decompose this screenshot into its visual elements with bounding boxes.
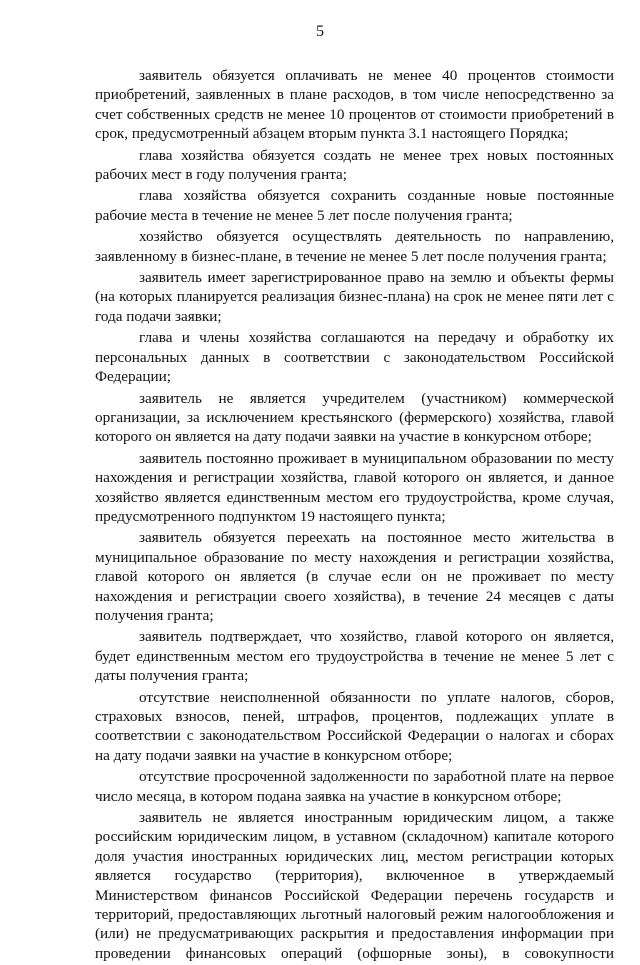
page-number: 5 — [316, 23, 324, 40]
paragraph: хозяйство обязуется осуществлять деятельность по направлению, заявленному в бизнес-плане, в течение не менее 5 лет после получения гранта; — [95, 228, 614, 265]
paragraph: заявитель постоянно проживает в муниципальном образовании по месту нахождения и регистрации хозяйства, главой которого он является, и данное хозяйство является единственным местом его трудоустройства, кроме случая, предусмотренного подпунктом 19 настоящего пункта; — [95, 449, 614, 525]
paragraph: заявитель имеет зарегистрированное право на землю и объекты фермы (на которых планируется реализация бизнес-плана) на срок не менее пяти лет с года подачи заявки; — [95, 269, 614, 325]
paragraph: заявитель обязуется переехать на постоянное место жительства в муниципальное образование по месту нахождения и регистрации хозяйства, главой которого он является (в случае если он не проживает по месту нахождения и регистрации своего хозяйства), в течение 24 месяцев с даты получения гранта; — [95, 529, 614, 624]
paragraph: заявитель обязуется оплачивать не менее 40 процентов стоимости приобретений, заявленных в плане расходов, в том числе непосредственно за счет собственных средств не менее 10 процентов от стоимости приобретений в срок, предусмотренный абзацем вторым пункта 3.1 настоящего Порядка; — [95, 67, 614, 143]
paragraph: глава хозяйства обязуется сохранить созданные новые постоянные рабочие места в течение не менее 5 лет после получения гранта; — [95, 187, 614, 224]
paragraph: заявитель подтверждает, что хозяйство, главой которого он является, будет единственным местом его трудоустройства в течение не менее 5 лет с даты получения гранта; — [95, 628, 614, 685]
paragraph: отсутствие неисполненной обязанности по уплате налогов, сборов, страховых взносов, пеней, штрафов, процентов, подлежащих уплате в соответствии с законодательством Российской Федерации о налогах и сборах на дату подачи заявки на участие в конкурсном отборе; — [95, 688, 614, 764]
paragraph: глава и члены хозяйства соглашаются на передачу и обработку их персональных данных в соответствии с законодательством Российской Федерации; — [95, 329, 614, 386]
paragraph: отсутствие просроченной задолженности по заработной плате на первое число месяца, в котором подана заявка на участие в конкурсном отборе; — [95, 768, 614, 805]
paragraph: глава хозяйства обязуется создать не менее трех новых постоянных рабочих мест в году получения гранта; — [95, 146, 614, 184]
document-body — [95, 66, 614, 965]
paragraph: заявитель не является учредителем (участником) коммерческой организации, за исключением крестьянского (фермерского) хозяйства, главой которого он является на дату подачи заявки на участие в конкурсном отборе; — [95, 389, 614, 446]
paragraph: заявитель не является иностранным юридическим лицом, а также российским юридическим лицом, в уставном (складочном) капитале которого доля участия иностранных юридических лиц, местом регистрации которых является государство (территория), включенное в утверждаемый Министерством финансов Российской Федерации перечень государств и территорий, предоставляющих льготный налоговый режим налогообложения и (или) не предусматривающих раскрытия и предоставления информации при проведении финансовых операций (офшорные зоны), в совокупности — [95, 809, 614, 962]
